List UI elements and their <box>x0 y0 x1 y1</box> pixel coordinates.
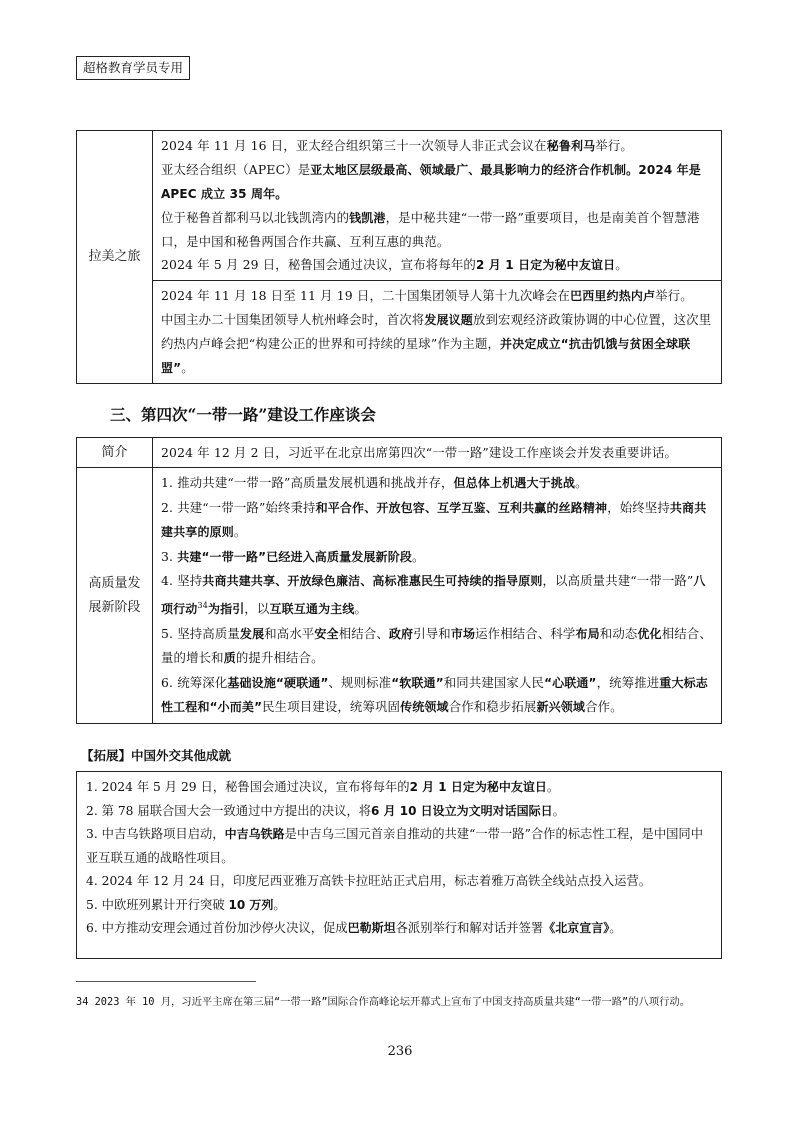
list-item: 2. 共建“一带一路”始终秉持和平合作、开放包容、互学互鉴、互利共赢的丝路精神，始终坚持共商共建共享的原则。 <box>161 499 707 540</box>
list-item: 1. 2024 年 5 月 29 日，秘鲁国会通过决议，宣布将每年的2 月 1 日定为秘中友谊日。 <box>86 780 560 794</box>
stage-cell <box>153 468 722 724</box>
forum-table <box>76 437 722 724</box>
footnote-separator <box>76 981 256 982</box>
intro-label: 简介 <box>77 438 153 468</box>
latam-table <box>76 130 722 384</box>
list-item: 5. 坚持高质量发展和高水平安全相结合、政府引导和市场运作相结合、科学布局和动态优化相结合、量的增长和质的提升相结合。 <box>161 625 712 666</box>
stage-label: 高质量发 展新阶段 <box>77 468 153 724</box>
latam-label: 拉美之旅 <box>77 131 153 384</box>
list-item: 1. 推动共建“一带一路”高质量发展机遇和挑战并存，但总体上机遇大于挑战。 <box>161 475 588 490</box>
g20-para-2: 中国主办二十国集团领导人杭州峰会时，首次将发展议题放到宏观经济政策协调的中心位置，这次里约热内卢峰会把“构建公正的世界和可持续的星球”作为主题，并决定成立“抗击饥饿与贫困全球联盟”。 <box>161 312 712 375</box>
footnote-ref: 34 <box>197 600 208 610</box>
intro-text: 2024 年 12 月 2 日，习近平在北京出席第四次“一带一路”建设工作座谈会并发表重要讲话。 <box>153 438 722 468</box>
apec-para-2: 亚太经合组织（APEC）是亚太地区层级最高、领域最广、最具影响力的经济合作机制。2024 年是 APEC 成立 35 周年。 <box>161 162 701 201</box>
extension-box <box>76 771 722 959</box>
page-number: 236 <box>387 1044 413 1059</box>
list-item: 3. 中吉乌铁路项目启动，中吉乌铁路是中吉乌三国元首亲自推动的共建“一带一路”合作的标志性工程，是中国同中亚互联互通的战略性项目。 <box>86 827 704 865</box>
list-item: 6. 中方推动安理会通过首份加沙停火决议，促成巴勒斯坦各派别举行和解对话并签署《北京宣言》。 <box>86 921 622 935</box>
apec-para-1: 2024 年 11 月 16 日，亚太经合组织第三十一次领导人非正式会议在秘鲁利马举行。 <box>161 138 633 153</box>
list-item: 3. 共建“一带一路”已经进入高质量发展新阶段。 <box>161 548 425 564</box>
section-heading: 三、第四次“一带一路”建设工作座谈会 <box>110 405 376 424</box>
list-item: 5. 中欧班列累计开行突破 10 万列。 <box>86 897 286 912</box>
extension-title: 【拓展】中国外交其他成就 <box>81 748 232 763</box>
list-item: 4. 2024 年 12 月 24 日，印度尼西亚雅万高铁卡拉旺站正式启用，标志着雅万高铁全线站点投入运营。 <box>86 874 652 888</box>
chancay-para: 位于秘鲁首都利马以北钱凯湾内的钱凯港，是中秘共建“一带一路”重要项目，也是南美首个智慧港口，是中国和秘鲁两国合作共赢、互利互惠的典范。 <box>161 210 700 249</box>
g20-para-1: 2024 年 11 月 18 日至 11 月 19 日，二十国集团领导人第十九次峰会在巴西里约热内卢举行。 <box>161 288 693 303</box>
g20-cell <box>153 281 722 384</box>
header-label: 超格教育学员专用 <box>76 56 190 80</box>
list-item: 4. 坚持共商共建共享、开放绿色廉洁、高标准惠民生可持续的指导原则，以高质量共建“一带一路”八项行动$^{34}$为指引，以互联互通为主线。 <box>161 573 706 617</box>
apec-cell <box>153 131 722 281</box>
friendship-day-para: 2024 年 5 月 29 日，秘鲁国会通过决议，宣布将每年的2 月 1 日定为秘中友谊日。 <box>161 257 628 272</box>
footnote: 34 2023 年 10 月，习近平主席在第三届“一带一路”国际合作高峰论坛开幕式上宣布了中国支持高质量共建“一带一路”的八项行动。 <box>76 996 691 1008</box>
list-item: 2. 第 78 届联合国大会一致通过中方提出的决议，将6 月 10 日设立为文明对话国际日。 <box>86 803 565 818</box>
list-item: 6. 统筹深化基础设施“硬联通”、规则标准“软联通”和同共建国家人民“心联通”，统筹推进重大标志性工程和“小而美”民生项目建设，统筹巩固传统领域合作和稳步拓展新兴领域合作。 <box>161 674 708 715</box>
